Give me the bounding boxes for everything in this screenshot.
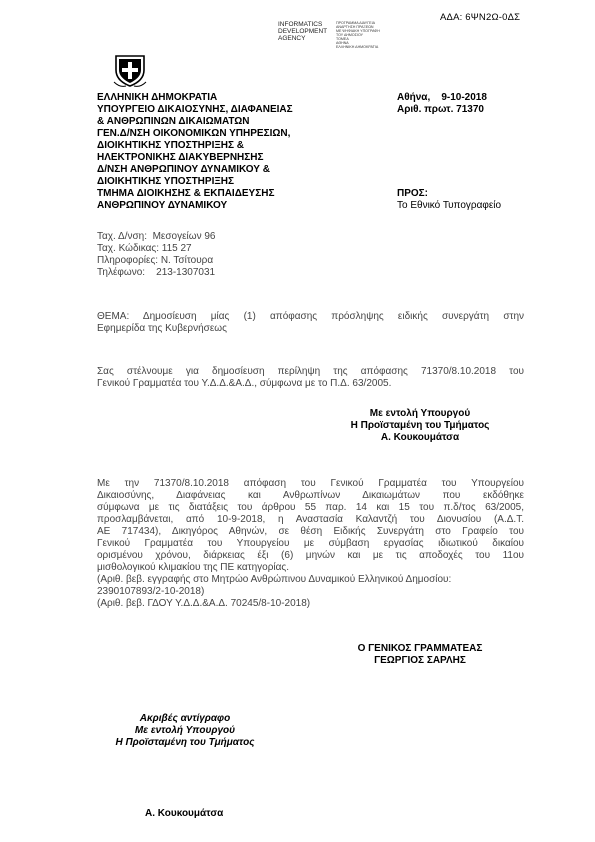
date-protocol — [397, 92, 487, 116]
signature-block-2 — [320, 643, 520, 667]
protocol-number: Αριθ. πρωτ. 71370 — [397, 104, 484, 115]
logo-line-3: AGENCY — [278, 35, 306, 42]
recipient-value: Το Εθνικό Τυπογραφείο — [397, 200, 502, 211]
header-line: ΔΙΟΙΚΗΤΙΚΗΣ ΥΠΟΣΤΗΡΙΞΗΣ — [97, 176, 235, 187]
intro-paragraph — [97, 366, 524, 390]
body-line: ορισμένου χρόνου, διάρκειας έξι (6) μηνών και με τις αποδοχές του 11ου — [97, 550, 524, 561]
issuing-authority — [97, 92, 293, 212]
logo-fine-1: ΠΡΟΓΡΑΜΜΑ ΔΙΑΥΓΕΙΑ — [336, 21, 375, 25]
intro-line: Γενικού Γραμματέα του Υ.Δ.Δ.&Α.Δ., σύμφωνα με το Π.Δ. 63/2005. — [97, 378, 392, 389]
recipient-label: ΠΡΟΣ: — [397, 188, 429, 199]
body-line: σύμφωνα με τις διατάξεις του άρθρου 55 παρ. 14 και 15 του π.δ/τος 63/2005, — [97, 502, 524, 513]
signature-line: Η Προϊσταμένη του Τμήματος — [350, 420, 490, 431]
recipient — [397, 188, 501, 212]
contact-phone: Τηλέφωνο: 213-1307031 — [97, 267, 216, 278]
contact-address: Ταχ. Δ/νση: Μεσογείων 96 — [97, 231, 216, 242]
copy-signer: Α. Κουκουμάτσα — [145, 808, 224, 819]
contact-details — [97, 231, 215, 279]
true-copy-line: Ακριβές αντίγραφο — [139, 713, 231, 724]
logo-fine-7: ΕΛΛΗΝΙΚΗ ΔΗΜΟΚΡΑΤΙΑ — [336, 45, 379, 49]
body-line: προσλαμβάνεται, από 10-9-2018, η Αναστασία Καλαντζή του Διονυσίου (Α.Δ.Τ. — [97, 514, 524, 525]
header-line: ΥΠΟΥΡΓΕΙΟ ΔΙΚΑΙΟΣΥΝΗΣ, ΔΙΑΦΑΝΕΙΑΣ — [97, 104, 293, 115]
true-copy-line: Η Προϊσταμένη του Τμήματος — [115, 737, 255, 748]
header-line: ΔΙΟΙΚΗΤΙΚΗΣ ΥΠΟΣΤΗΡΙΞΗΣ & — [97, 140, 245, 151]
references — [97, 574, 524, 610]
reference-line: 2390107893/2-10-2018) — [97, 586, 205, 597]
signature-line: Με εντολή Υπουργού — [369, 408, 471, 419]
reference-line: (Αριθ. βεβ. εγγραφής στο Μητρώο Ανθρώπινου Δυναμικού Ελληνικού Δημοσίου: — [97, 574, 452, 585]
header-line: ΤΜΗΜΑ ΔΙΟΙΚΗΣΗΣ & ΕΚΠΑΙΔΕΥΣΗΣ — [97, 188, 275, 199]
header-line: Δ/ΝΣΗ ΑΝΘΡΩΠΙΝΟΥ ΔΥΝΑΜΙΚΟΥ & — [97, 164, 270, 175]
logo-fine-3: ΜΕ ΨΗΦΙΑΚΗ ΥΠΟΓΡΑΦΗ — [336, 29, 380, 33]
body-line: Δικαιοσύνης, Διαφάνειας και Ανθρωπίνων Δικαιωμάτων που εκδόθηκε — [97, 490, 524, 501]
diavgeia-logo — [278, 21, 378, 51]
header-line: ΕΛΛΗΝΙΚΗ ΔΗΜΟΚΡΑΤΙΑ — [97, 92, 218, 103]
body-line: ΑΕ 717434), Δικηγόρος Αθηνών, σε θέση Ειδικής Συνεργάτη στο Γραφείο του — [97, 526, 524, 537]
header-line: ΗΛΕΚΤΡΟΝΙΚΗΣ ΔΙΑΚΥΒΕΡΝΗΣΗΣ — [97, 152, 264, 163]
logo-line-1: INFORMATICS — [278, 21, 323, 28]
header-line: ΓΕΝ.Δ/ΝΣΗ ΟΙΚΟΝΟΜΙΚΩΝ ΥΠΗΡΕΣΙΩΝ, — [97, 128, 291, 139]
logo-fine-2: ΑΝΑΡΤΗΣΗ ΠΡΑΞΕΩΝ — [336, 25, 374, 29]
reference-line: (Αριθ. βεβ. ΓΔΟΥ Υ.Δ.Δ.&Α.Δ. 70245/8-10-2018) — [97, 598, 311, 609]
subject-line: ΘΕΜΑ: Δημοσίευση μίας (1) απόφασης πρόσληψης ειδικής συνεργάτη στην — [97, 311, 524, 322]
signer-name: ΓΕΩΡΓΙΟΣ ΣΑΡΛΗΣ — [374, 655, 466, 666]
true-copy-line: Με εντολή Υπουργού — [134, 725, 236, 736]
intro-line: Σας στέλνουμε για δημοσίευση περίληψη της απόφασης 71370/8.10.2018 του — [97, 366, 524, 377]
subject — [97, 311, 524, 335]
decision-summary — [97, 478, 524, 574]
contact-info: Πληροφορίες: Ν. Τσίτουρα — [97, 255, 214, 266]
greek-coat-of-arms-icon — [112, 52, 148, 88]
contact-postcode: Ταχ. Κώδικας: 115 27 — [97, 243, 192, 254]
ada-code: ΑΔΑ: 6ΨΝ2Ω-0ΔΣ — [440, 12, 521, 23]
signature-block-1 — [320, 408, 520, 444]
header-line: ΑΝΘΡΩΠΙΝΟΥ ΔΥΝΑΜΙΚΟΥ — [97, 200, 228, 211]
true-copy-block — [100, 713, 270, 749]
logo-fine-4: ΤΟΥ ΔΗΜΟΣΙΟΥ — [336, 33, 364, 37]
header-line: & ΑΝΘΡΩΠΙΝΩΝ ΔΙΚΑΙΩΜΑΤΩΝ — [97, 116, 250, 127]
body-line: μισθολογικού κλιμακίου της ΠΕ κατηγορίας. — [97, 562, 290, 573]
signer-title: Ο ΓΕΝΙΚΟΣ ΓΡΑΜΜΑΤΕΑΣ — [357, 643, 483, 654]
body-line: Με την 71370/8.10.2018 απόφαση του Γενικού Γραμματέα του Υπουργείου — [97, 478, 524, 489]
logo-line-2: DEVELOPMENT — [278, 28, 328, 35]
logo-fine-6: ΑΘΗΝΑ — [336, 41, 349, 45]
logo-fine-5: ΤΟΜΕΑ — [336, 37, 349, 41]
subject-line: Εφημερίδα της Κυβερνήσεως — [97, 323, 227, 334]
signature-line: Α. Κουκουμάτσα — [380, 432, 460, 443]
document-date: Αθήνα, 9-10-2018 — [397, 92, 487, 103]
body-line: Γενικού Γραμματέα του Υπουργείου με σύμβαση εργασίας ιδιωτικού δικαίου — [97, 538, 524, 549]
